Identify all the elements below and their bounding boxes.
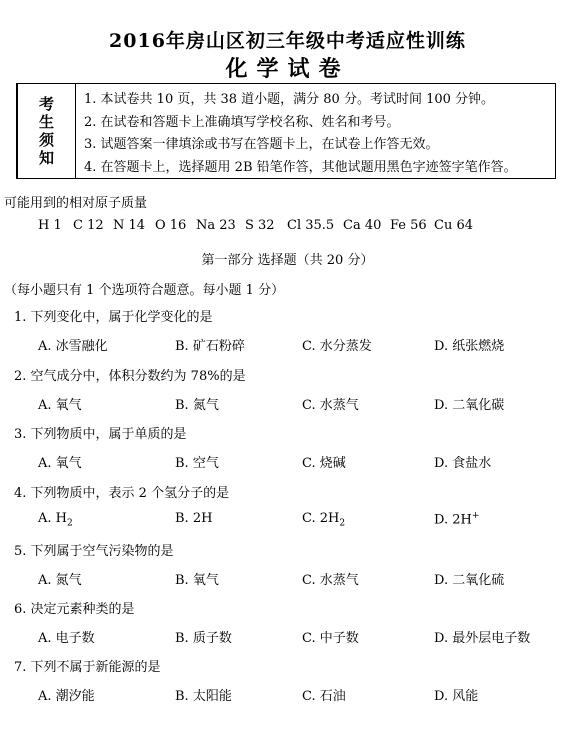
answer-option: A. 氮气 xyxy=(38,573,82,588)
answer-option: D. 二氧化碳 xyxy=(434,398,505,413)
notice-label-char: 考 xyxy=(38,95,54,113)
answer-option: D. 食盐水 xyxy=(434,456,492,471)
superscript: + xyxy=(471,511,480,521)
answer-option: B. 氧气 xyxy=(175,573,219,588)
answer-option: B. 质子数 xyxy=(175,631,232,646)
answer-option: D. 风能 xyxy=(434,689,479,704)
atomic-mass-item: O 16 xyxy=(155,218,187,233)
atomic-mass-item: Fe 56 xyxy=(390,218,427,233)
atomic-mass-item: N 14 xyxy=(113,218,146,233)
answer-option: D. 纸张燃烧 xyxy=(434,339,505,354)
answer-option: C. 石油 xyxy=(302,689,346,704)
question-stem: 4. 下列物质中，表示 2 个氢分子的是 xyxy=(14,486,230,501)
notice-label-char: 须 xyxy=(38,131,54,149)
answer-option: B. 空气 xyxy=(175,456,219,471)
notice-item: 4. 在答题卡上，选择题用 2B 铅笔作答，其他试题用黑色字迹签字笔作答。 xyxy=(84,159,517,175)
subscript: 2 xyxy=(339,518,346,529)
question-stem: 6. 决定元素种类的是 xyxy=(14,602,135,617)
question-stem: 1. 下列变化中，属于化学变化的是 xyxy=(14,310,213,325)
notice-item: 3. 试题答案一律填涂或书写在答题卡上，在试卷上作答无效。 xyxy=(84,137,439,152)
answer-option: B. 太阳能 xyxy=(175,689,232,704)
subscript: 2 xyxy=(67,518,73,529)
question-stem: 3. 下列物质中，属于单质的是 xyxy=(14,427,187,442)
atomic-mass-label: 可能用到的相对原子质量 xyxy=(4,196,148,211)
exam-notice-box xyxy=(16,83,556,179)
answer-option: B. 2H xyxy=(175,511,213,526)
atomic-mass-item: Na 23 xyxy=(196,218,236,233)
notice-label-char: 知 xyxy=(38,149,54,167)
answer-option: A. 潮汐能 xyxy=(38,689,95,704)
answer-option: C. 水蒸气 xyxy=(302,398,359,413)
answer-option: D. 2H+ xyxy=(434,511,480,528)
answer-option: A. 氧气 xyxy=(38,456,82,471)
answer-option: C. 中子数 xyxy=(302,631,359,646)
atomic-mass-item: S 32 xyxy=(245,218,275,233)
answer-option: B. 氮气 xyxy=(175,398,219,413)
question-stem: 7. 下列不属于新能源的是 xyxy=(14,660,161,675)
answer-option: A. 冰雪融化 xyxy=(38,339,108,354)
answer-option: A. 氧气 xyxy=(38,398,82,413)
atomic-mass-item: H 1 xyxy=(38,218,62,233)
answer-option: C. 烧碱 xyxy=(302,456,346,471)
question-stem: 2. 空气成分中，体积分数约为 78%的是 xyxy=(14,369,246,384)
answer-option: C. $2H_2$ xyxy=(302,511,346,529)
notice-item: 1. 本试卷共 10 页，共 38 道小题，满分 80 分。考试时间 100 分钟。 xyxy=(84,92,495,107)
section-title: 第一部分 选择题（共 20 分） xyxy=(201,253,374,268)
notice-label xyxy=(18,84,76,178)
atomic-mass-item: Cu 64 xyxy=(434,218,473,233)
answer-option: C. 水分蒸发 xyxy=(302,339,372,354)
notice-list xyxy=(84,89,517,179)
notice-item: 2. 在试卷和答题卡上准确填写学校名称、姓名和考号。 xyxy=(84,114,400,130)
answer-option: B. 矿石粉碎 xyxy=(175,339,245,354)
page-subtitle: 化学试卷 xyxy=(225,56,350,82)
atomic-mass-item: C 12 xyxy=(73,218,104,233)
page-title: 2016年房山区初三年级中考适应性训练 xyxy=(109,30,466,52)
answer-option: D. 最外层电子数 xyxy=(434,631,531,646)
section-instructions: （每小题只有 1 个选项符合题意。每小题 1 分） xyxy=(4,283,285,298)
answer-option: C. 水蒸气 xyxy=(302,573,359,588)
atomic-mass-item: Ca 40 xyxy=(343,218,382,233)
answer-option: A. 电子数 xyxy=(38,631,95,646)
answer-option: D. 二氧化硫 xyxy=(434,573,505,588)
answer-option: A. $H_2$ xyxy=(38,511,73,529)
atomic-mass-item: Cl 35.5 xyxy=(287,218,335,233)
notice-label-char: 生 xyxy=(38,113,54,131)
question-stem: 5. 下列属于空气污染物的是 xyxy=(14,544,174,559)
